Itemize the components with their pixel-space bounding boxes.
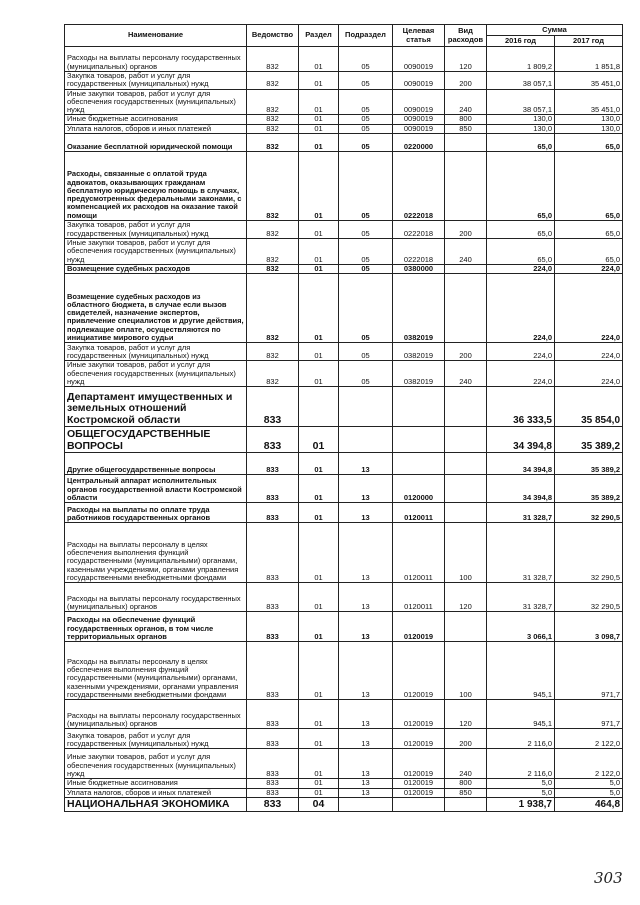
cell-section: 04 [299,797,339,811]
cell-type: 200 [445,343,487,361]
cell-2016: 34 394,8 [487,427,555,453]
cell-section: 01 [299,72,339,90]
table-row [65,89,623,115]
cell-name: Иные закупки товаров, работ и услуг для обеспечения государственных (муниципальных) нужд [65,361,247,387]
cell-type [445,453,487,475]
cell-type: 200 [445,221,487,239]
cell-name: Возмещение судебных расходов из областного бюджета, в случае если вызов свидетелей, назначение экспертов, привлечение специалистов и другие действия, подлежащие оплате, осуществляются по инициативе мирового судьи [65,274,247,343]
table-row [65,361,623,387]
cell-2016: 31 328,7 [487,503,555,523]
cell-name: Расходы на выплаты персоналу в целях обеспечения выполнения функций государственными (муниципальными) органами, казенными учреждениями, органами управления государственными внебюджетными фондами [65,642,247,700]
cell-2017: 65,0 [555,221,623,239]
cell-2016: 945,1 [487,642,555,700]
cell-2016: 38 057,1 [487,72,555,90]
table-row [65,115,623,124]
cell-name: ОБЩЕГОСУДАРСТВЕННЫЕ ВОПРОСЫ [65,427,247,453]
cell-2017: 224,0 [555,274,623,343]
cell-target: 0120019 [393,700,445,729]
cell-section: 01 [299,475,339,503]
cell-dept: 833 [247,788,299,797]
cell-name: Департамент имущественных и земельных отношений Костромской области [65,387,247,427]
cell-section: 01 [299,115,339,124]
table-row [65,700,623,729]
cell-2017: 32 290,5 [555,583,623,612]
page-number: 303 [594,869,623,887]
cell-subsection: 05 [339,47,393,72]
cell-dept: 832 [247,124,299,133]
cell-2016: 34 394,8 [487,453,555,475]
header-subsection: Подраздел [339,25,393,47]
table-row [65,124,623,133]
cell-2017: 3 098,7 [555,612,623,642]
cell-2017: 224,0 [555,265,623,274]
cell-subsection: 05 [339,89,393,115]
cell-name: Уплата налогов, сборов и иных платежей [65,788,247,797]
cell-dept: 832 [247,361,299,387]
cell-dept: 832 [247,89,299,115]
cell-name: Закупка товаров, работ и услуг для государственных (муниципальных) нужд [65,72,247,90]
cell-subsection: 13 [339,729,393,749]
cell-target: 0380000 [393,265,445,274]
cell-2016: 130,0 [487,124,555,133]
cell-subsection [339,427,393,453]
cell-dept: 833 [247,583,299,612]
cell-subsection: 05 [339,343,393,361]
table-row [65,221,623,239]
cell-target: 0120019 [393,642,445,700]
cell-section: 01 [299,612,339,642]
cell-section [299,387,339,427]
cell-name: Расходы, связанные с оплатой труда адвокатов, оказывающих гражданам бесплатную юридическую помощь в случаях, предусмотренных федеральными законами, с компенсацией их расходов на оказание такой помощи [65,152,247,221]
cell-2016: 1 809,2 [487,47,555,72]
cell-target: 0220000 [393,134,445,152]
cell-2016: 31 328,7 [487,523,555,583]
cell-name: НАЦИОНАЛЬНАЯ ЭКОНОМИКА [65,797,247,811]
cell-section: 01 [299,788,339,797]
table-row [65,612,623,642]
cell-dept: 832 [247,115,299,124]
cell-2017: 35 451,0 [555,89,623,115]
cell-section: 01 [299,700,339,729]
cell-section: 01 [299,152,339,221]
cell-2016: 31 328,7 [487,583,555,612]
cell-subsection: 05 [339,134,393,152]
cell-type: 850 [445,124,487,133]
cell-2016: 5,0 [487,779,555,788]
cell-2017: 5,0 [555,788,623,797]
cell-name: Другие общегосударственные вопросы [65,453,247,475]
cell-2016: 224,0 [487,343,555,361]
cell-2017: 35 854,0 [555,387,623,427]
cell-section: 01 [299,274,339,343]
table-row [65,797,623,811]
cell-2017: 971,7 [555,642,623,700]
cell-target: 0120011 [393,523,445,583]
cell-type: 240 [445,361,487,387]
cell-2016: 38 057,1 [487,89,555,115]
cell-2017: 32 290,5 [555,503,623,523]
cell-subsection: 05 [339,265,393,274]
table-row [65,749,623,779]
cell-subsection: 05 [339,361,393,387]
cell-type [445,134,487,152]
cell-section: 01 [299,47,339,72]
cell-2017: 35 451,0 [555,72,623,90]
table-header [65,25,623,47]
cell-subsection: 05 [339,152,393,221]
cell-2016: 130,0 [487,115,555,124]
cell-target: 0382019 [393,361,445,387]
cell-2017: 65,0 [555,239,623,265]
cell-subsection: 13 [339,642,393,700]
cell-dept: 832 [247,274,299,343]
cell-name: Иные закупки товаров, работ и услуг для обеспечения государственных (муниципальных) нужд [65,89,247,115]
cell-target [393,453,445,475]
cell-2017: 2 122,0 [555,749,623,779]
cell-subsection: 13 [339,475,393,503]
cell-dept: 833 [247,612,299,642]
header-2016: 2016 год [487,36,555,47]
cell-2016: 65,0 [487,134,555,152]
cell-target: 0090019 [393,47,445,72]
cell-2017: 130,0 [555,124,623,133]
cell-2017: 971,7 [555,700,623,729]
cell-target: 0120019 [393,612,445,642]
cell-section: 01 [299,134,339,152]
cell-section: 01 [299,729,339,749]
cell-section: 01 [299,89,339,115]
cell-2016: 2 116,0 [487,749,555,779]
cell-section: 01 [299,503,339,523]
cell-type: 850 [445,788,487,797]
cell-dept: 833 [247,387,299,427]
cell-2017: 130,0 [555,115,623,124]
cell-type [445,503,487,523]
cell-name: Иные бюджетные ассигнования [65,115,247,124]
cell-2016: 224,0 [487,361,555,387]
cell-type: 800 [445,779,487,788]
cell-subsection: 05 [339,239,393,265]
cell-dept: 832 [247,265,299,274]
cell-subsection: 13 [339,503,393,523]
cell-2017: 2 122,0 [555,729,623,749]
table-row [65,134,623,152]
cell-type: 200 [445,729,487,749]
cell-dept: 832 [247,72,299,90]
cell-name: Расходы на выплаты персоналу государственных (муниципальных) органов [65,583,247,612]
cell-2016: 36 333,5 [487,387,555,427]
cell-subsection: 13 [339,788,393,797]
cell-name: Закупка товаров, работ и услуг для государственных (муниципальных) нужд [65,729,247,749]
cell-2017: 35 389,2 [555,453,623,475]
cell-2016: 34 394,8 [487,475,555,503]
budget-table [64,24,623,812]
cell-target: 0090019 [393,115,445,124]
cell-type [445,612,487,642]
cell-target [393,387,445,427]
table-row [65,503,623,523]
cell-type [445,265,487,274]
table-row [65,47,623,72]
cell-target: 0222018 [393,152,445,221]
cell-subsection: 13 [339,612,393,642]
table-row [65,427,623,453]
cell-name: Иные бюджетные ассигнования [65,779,247,788]
header-sum: Сумма [487,25,623,36]
table-row [65,779,623,788]
header-dept: Ведомство [247,25,299,47]
cell-2016: 945,1 [487,700,555,729]
cell-dept: 833 [247,427,299,453]
table-row [65,343,623,361]
cell-2016: 65,0 [487,239,555,265]
cell-type: 240 [445,239,487,265]
cell-target: 0222018 [393,239,445,265]
cell-subsection: 13 [339,523,393,583]
cell-dept: 833 [247,523,299,583]
cell-name: Иные закупки товаров, работ и услуг для обеспечения государственных (муниципальных) нужд [65,239,247,265]
table-row [65,265,623,274]
header-section: Раздел [299,25,339,47]
cell-dept: 833 [247,749,299,779]
cell-2017: 224,0 [555,361,623,387]
cell-dept: 832 [247,134,299,152]
cell-target: 0090019 [393,89,445,115]
cell-type: 120 [445,700,487,729]
cell-section: 01 [299,265,339,274]
cell-dept: 833 [247,642,299,700]
cell-2017: 35 389,2 [555,475,623,503]
cell-type: 240 [445,89,487,115]
cell-2017: 65,0 [555,134,623,152]
cell-type: 100 [445,642,487,700]
cell-name: Расходы на обеспечение функций государственных органов, в том числе территориальных органов [65,612,247,642]
cell-2017: 224,0 [555,343,623,361]
cell-dept: 833 [247,475,299,503]
cell-dept: 833 [247,797,299,811]
cell-section: 01 [299,239,339,265]
cell-type: 800 [445,115,487,124]
cell-target [393,427,445,453]
cell-target: 0090019 [393,72,445,90]
cell-target: 0382019 [393,274,445,343]
header-name: Наименование [65,25,247,47]
cell-target: 0120011 [393,583,445,612]
cell-name: Закупка товаров, работ и услуг для государственных (муниципальных) нужд [65,221,247,239]
cell-target [393,797,445,811]
cell-section: 01 [299,124,339,133]
table-row [65,523,623,583]
cell-section: 01 [299,779,339,788]
cell-2016: 65,0 [487,221,555,239]
cell-2017: 5,0 [555,779,623,788]
cell-section: 01 [299,642,339,700]
cell-2017: 65,0 [555,152,623,221]
cell-subsection [339,797,393,811]
table-row [65,583,623,612]
cell-name: Иные закупки товаров, работ и услуг для обеспечения государственных (муниципальных) нужд [65,749,247,779]
table-row [65,239,623,265]
cell-type [445,797,487,811]
cell-subsection: 05 [339,72,393,90]
cell-name: Закупка товаров, работ и услуг для государственных (муниципальных) нужд [65,343,247,361]
cell-type [445,274,487,343]
cell-2016: 2 116,0 [487,729,555,749]
cell-dept: 833 [247,503,299,523]
cell-dept: 833 [247,779,299,788]
cell-dept: 832 [247,343,299,361]
cell-target: 0120000 [393,475,445,503]
cell-type [445,475,487,503]
cell-dept: 833 [247,453,299,475]
cell-section: 01 [299,427,339,453]
cell-dept: 832 [247,239,299,265]
cell-name: Расходы на выплаты персоналу государственных (муниципальных) органов [65,47,247,72]
cell-name: Возмещение судебных расходов [65,265,247,274]
cell-target: 0120019 [393,749,445,779]
cell-2016: 224,0 [487,265,555,274]
table-row [65,453,623,475]
cell-subsection: 13 [339,700,393,729]
cell-type: 200 [445,72,487,90]
cell-section: 01 [299,453,339,475]
header-type: Вид расходов [445,25,487,47]
cell-type [445,387,487,427]
cell-2017: 464,8 [555,797,623,811]
cell-type: 120 [445,47,487,72]
cell-subsection: 05 [339,115,393,124]
cell-type [445,152,487,221]
cell-section: 01 [299,523,339,583]
cell-target: 0382019 [393,343,445,361]
cell-section: 01 [299,221,339,239]
cell-type: 120 [445,583,487,612]
cell-2016: 65,0 [487,152,555,221]
cell-target: 0090019 [393,124,445,133]
cell-subsection: 05 [339,274,393,343]
table-row [65,72,623,90]
table-row [65,152,623,221]
cell-2017: 1 851,8 [555,47,623,72]
cell-dept: 832 [247,221,299,239]
cell-subsection: 13 [339,749,393,779]
cell-name: Оказание бесплатной юридической помощи [65,134,247,152]
cell-subsection: 05 [339,124,393,133]
cell-target: 0120019 [393,779,445,788]
cell-dept: 832 [247,152,299,221]
cell-2017: 32 290,5 [555,523,623,583]
cell-2016: 224,0 [487,274,555,343]
table-row [65,642,623,700]
cell-2016: 3 066,1 [487,612,555,642]
cell-name: Расходы на выплаты по оплате труда работников государственных органов [65,503,247,523]
table-row [65,387,623,427]
cell-2017: 35 389,2 [555,427,623,453]
table-row [65,788,623,797]
cell-section: 01 [299,749,339,779]
cell-target: 0120019 [393,729,445,749]
cell-name: Уплата налогов, сборов и иных платежей [65,124,247,133]
cell-section: 01 [299,583,339,612]
cell-target: 0120019 [393,788,445,797]
cell-type: 100 [445,523,487,583]
cell-name: Расходы на выплаты персоналу в целях обеспечения выполнения функций государственными (муниципальными) органами, казенными учреждениями, органами управления государственными внебюджетными фондами [65,523,247,583]
cell-type [445,427,487,453]
table-row [65,475,623,503]
cell-dept: 833 [247,729,299,749]
cell-section: 01 [299,361,339,387]
cell-subsection: 13 [339,583,393,612]
cell-dept: 832 [247,47,299,72]
cell-target: 0120011 [393,503,445,523]
cell-subsection: 13 [339,779,393,788]
cell-2016: 5,0 [487,788,555,797]
table-row [65,274,623,343]
cell-subsection [339,387,393,427]
cell-name: Центральный аппарат исполнительных органов государственной власти Костромской области [65,475,247,503]
cell-section: 01 [299,343,339,361]
cell-subsection: 05 [339,221,393,239]
cell-2016: 1 938,7 [487,797,555,811]
table-body [65,47,623,812]
cell-type: 240 [445,749,487,779]
table-row [65,729,623,749]
cell-subsection: 13 [339,453,393,475]
cell-name: Расходы на выплаты персоналу государственных (муниципальных) органов [65,700,247,729]
cell-target: 0222018 [393,221,445,239]
budget-table-page [64,24,622,812]
header-target: Целевая статья [393,25,445,47]
header-2017: 2017 год [555,36,623,47]
cell-dept: 833 [247,700,299,729]
